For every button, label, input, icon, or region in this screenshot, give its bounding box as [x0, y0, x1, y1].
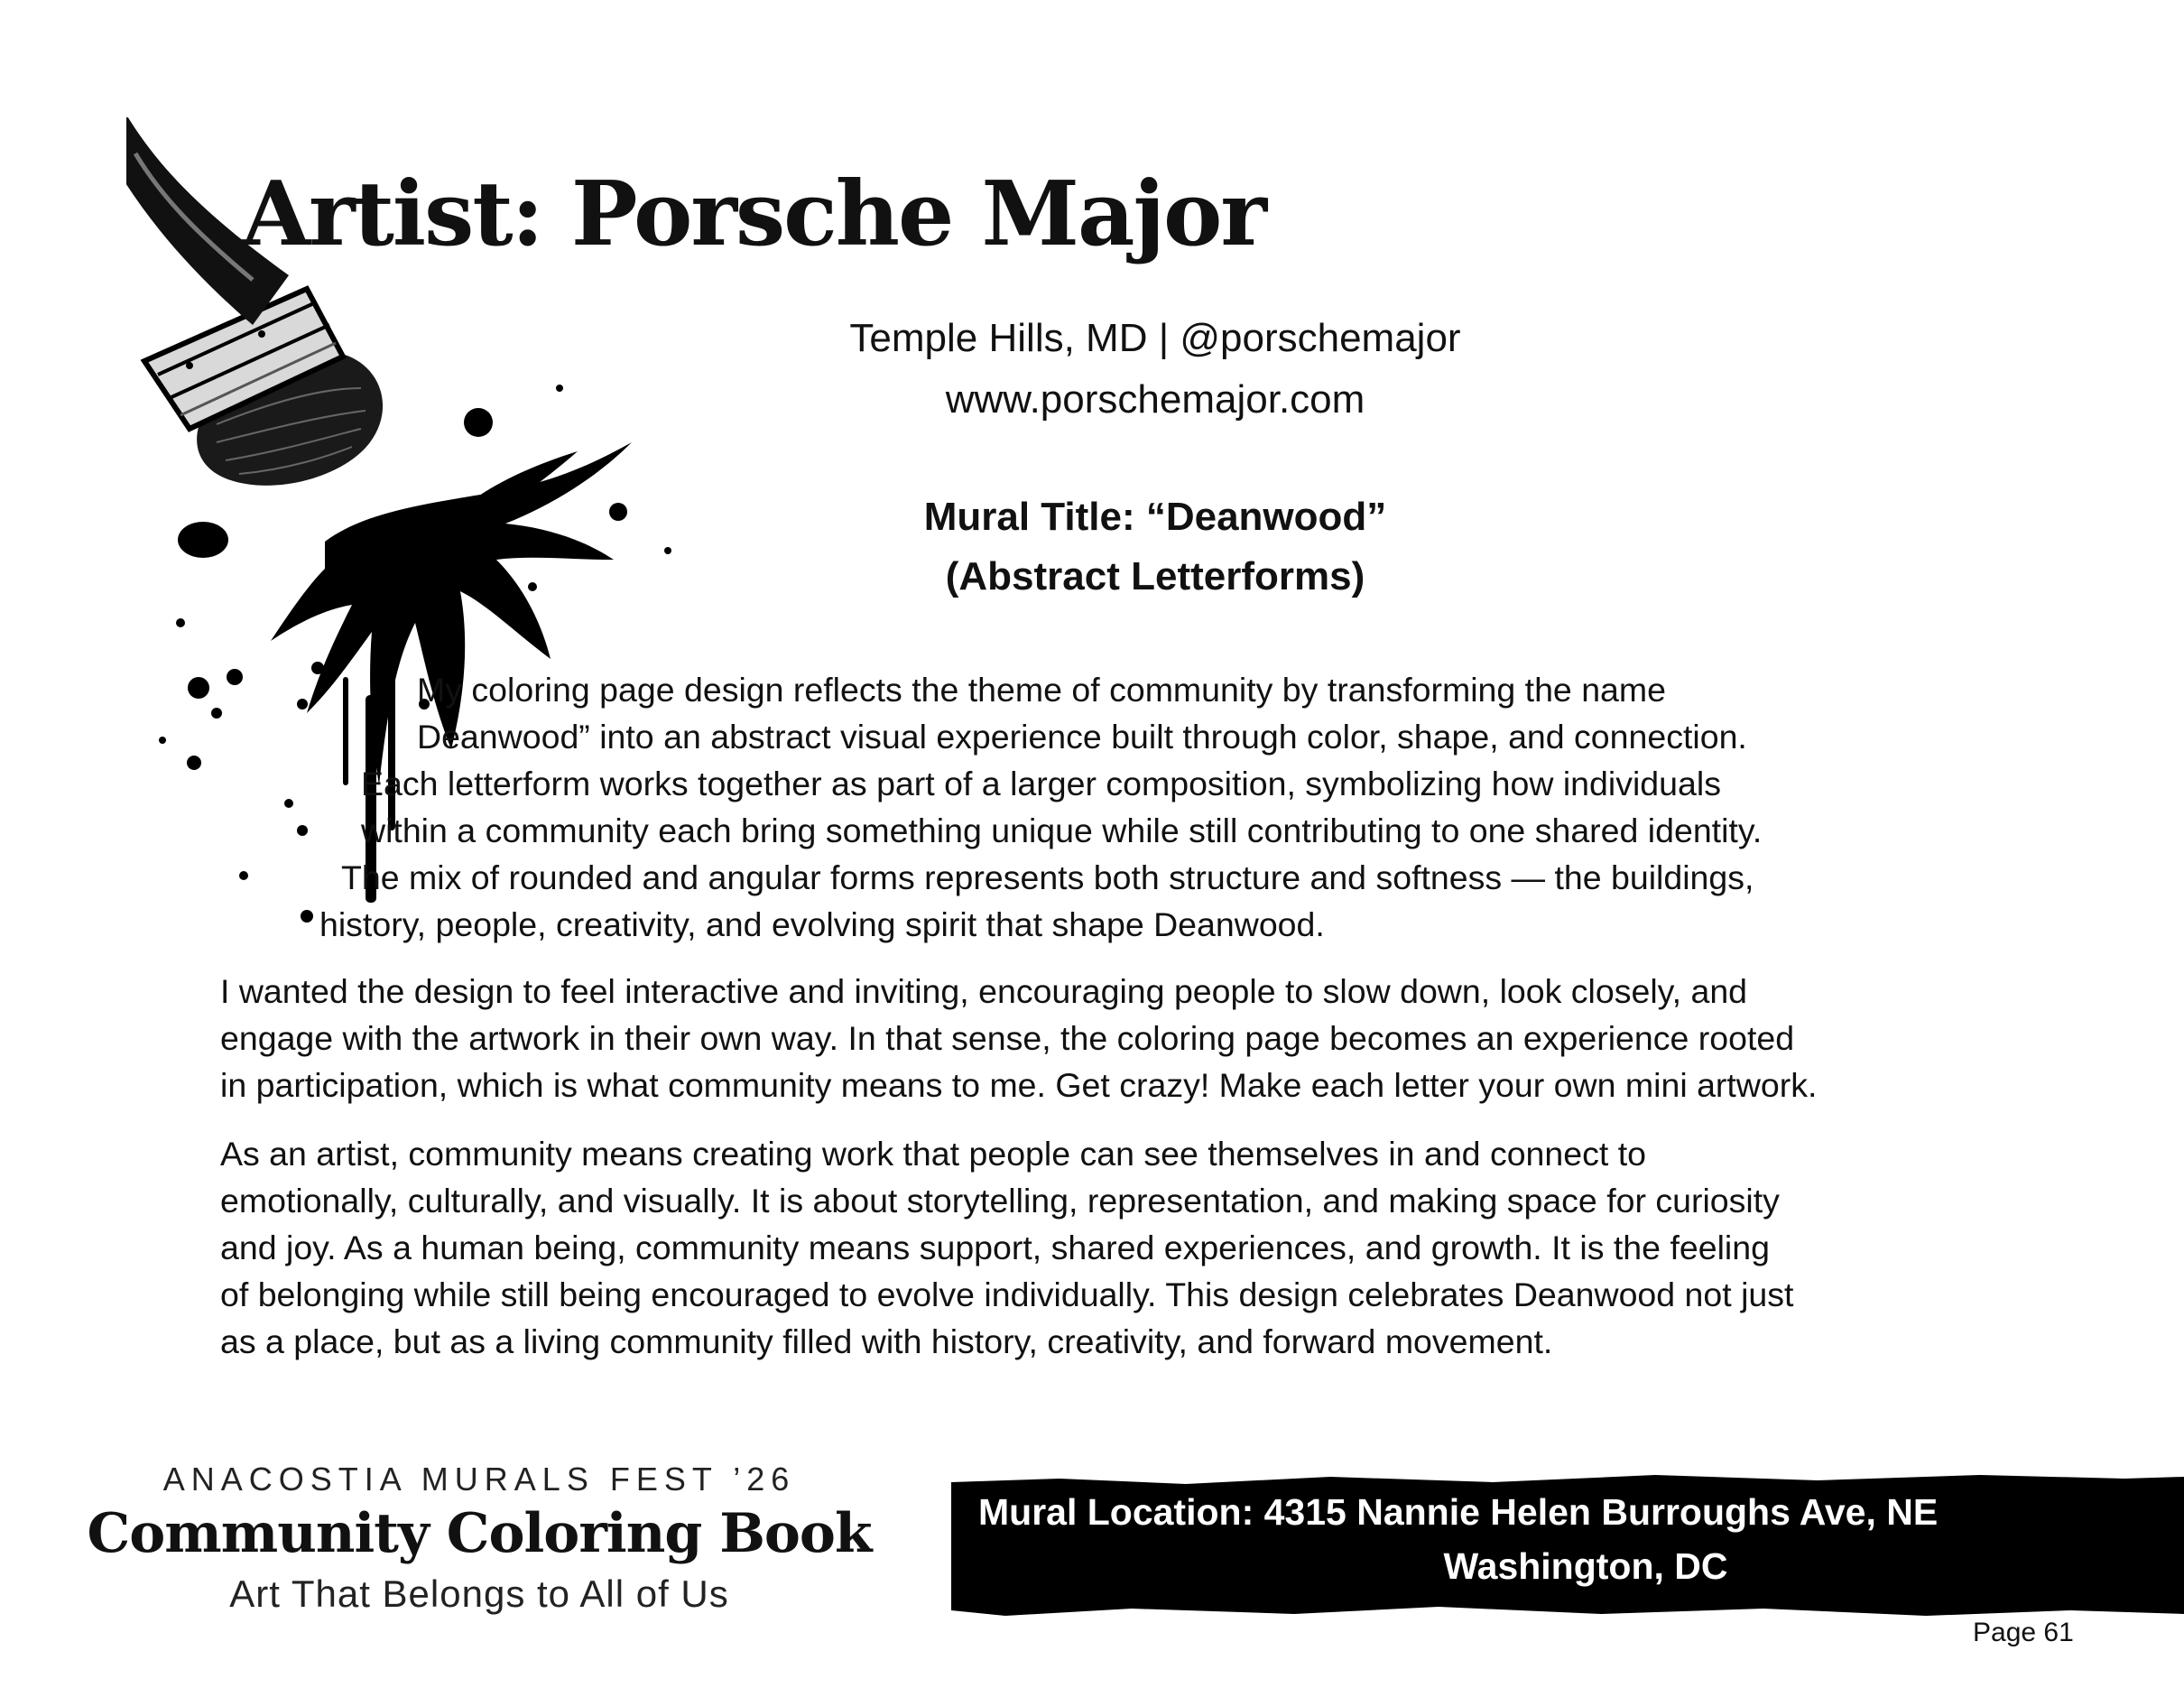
artist-location: Temple Hills, MD | @porschemajor [849, 316, 1461, 360]
paragraph-line: The mix of rounded and angular forms represents both structure and softness — the buildings, [341, 858, 1754, 896]
mural-title: Mural Title: “Deanwood” [923, 495, 1387, 539]
paragraph-line: history, people, creativity, and evolving spirit that shape Deanwood. [319, 905, 1325, 943]
paragraph-line: engage with the artwork in their own way. In that sense, the coloring page becomes an experience rooted [220, 1019, 1795, 1057]
paragraph-line: of belonging while still being encouraged to evolve individually. This design celebrates Deanwood not just [220, 1275, 1794, 1313]
mural-city: Washington, DC [1443, 1545, 1728, 1587]
artist-statement-paragraph-3 [220, 1130, 2070, 1365]
artist-website: www.porschemajor.com [945, 377, 1365, 422]
paragraph-line: As an artist, community means creating work that people can see themselves in and connect to [220, 1135, 1646, 1173]
paragraph-line: within a community each bring something unique while still contributing to one shared identity. [361, 812, 1763, 849]
paragraph-line: I wanted the design to feel interactive and inviting, encouraging people to slow down, look closely, and [220, 972, 1748, 1010]
book-tagline: Art That Belongs to All of Us [229, 1572, 729, 1615]
paragraph-line: and joy. As a human being, community means support, shared experiences, and growth. It is the feeling [220, 1229, 1770, 1266]
fest-name: ANACOSTIA MURALS FEST ’26 [162, 1461, 796, 1498]
paragraph-line: Each letterform works together as part of a larger composition, symbolizing how individuals [361, 765, 1721, 802]
paragraph-line: emotionally, culturally, and visually. It is about storytelling, representation, and making space for curiosity [220, 1182, 1780, 1220]
paragraph-line: My coloring page design reflects the theme of community by transforming the name [417, 671, 1667, 709]
mural-location-banner [951, 1470, 2184, 1621]
mural-subtitle: (Abstract Letterforms) [945, 554, 1365, 598]
paragraph-line: as a place, but as a living community filled with history, creativity, and forward movement. [220, 1322, 1553, 1360]
paragraph-line: in participation, which is what community means to me. Get crazy! Make each letter your own mini artwork. [220, 1066, 1818, 1104]
paragraph-line: Deanwood” into an abstract visual experience built through color, shape, and connection. [417, 718, 1747, 756]
book-title: Community Coloring Book [87, 1502, 872, 1565]
page-number: Page 61 [1973, 1618, 2074, 1647]
artist-statement-paragraph-2 [220, 968, 2070, 1108]
mural-address: Mural Location: 4315 Nannie Helen Burroughs Ave, NE [978, 1491, 1939, 1533]
coloring-book-branding [87, 1461, 872, 1616]
page-title: Artist: Porsche Major [242, 162, 1265, 266]
